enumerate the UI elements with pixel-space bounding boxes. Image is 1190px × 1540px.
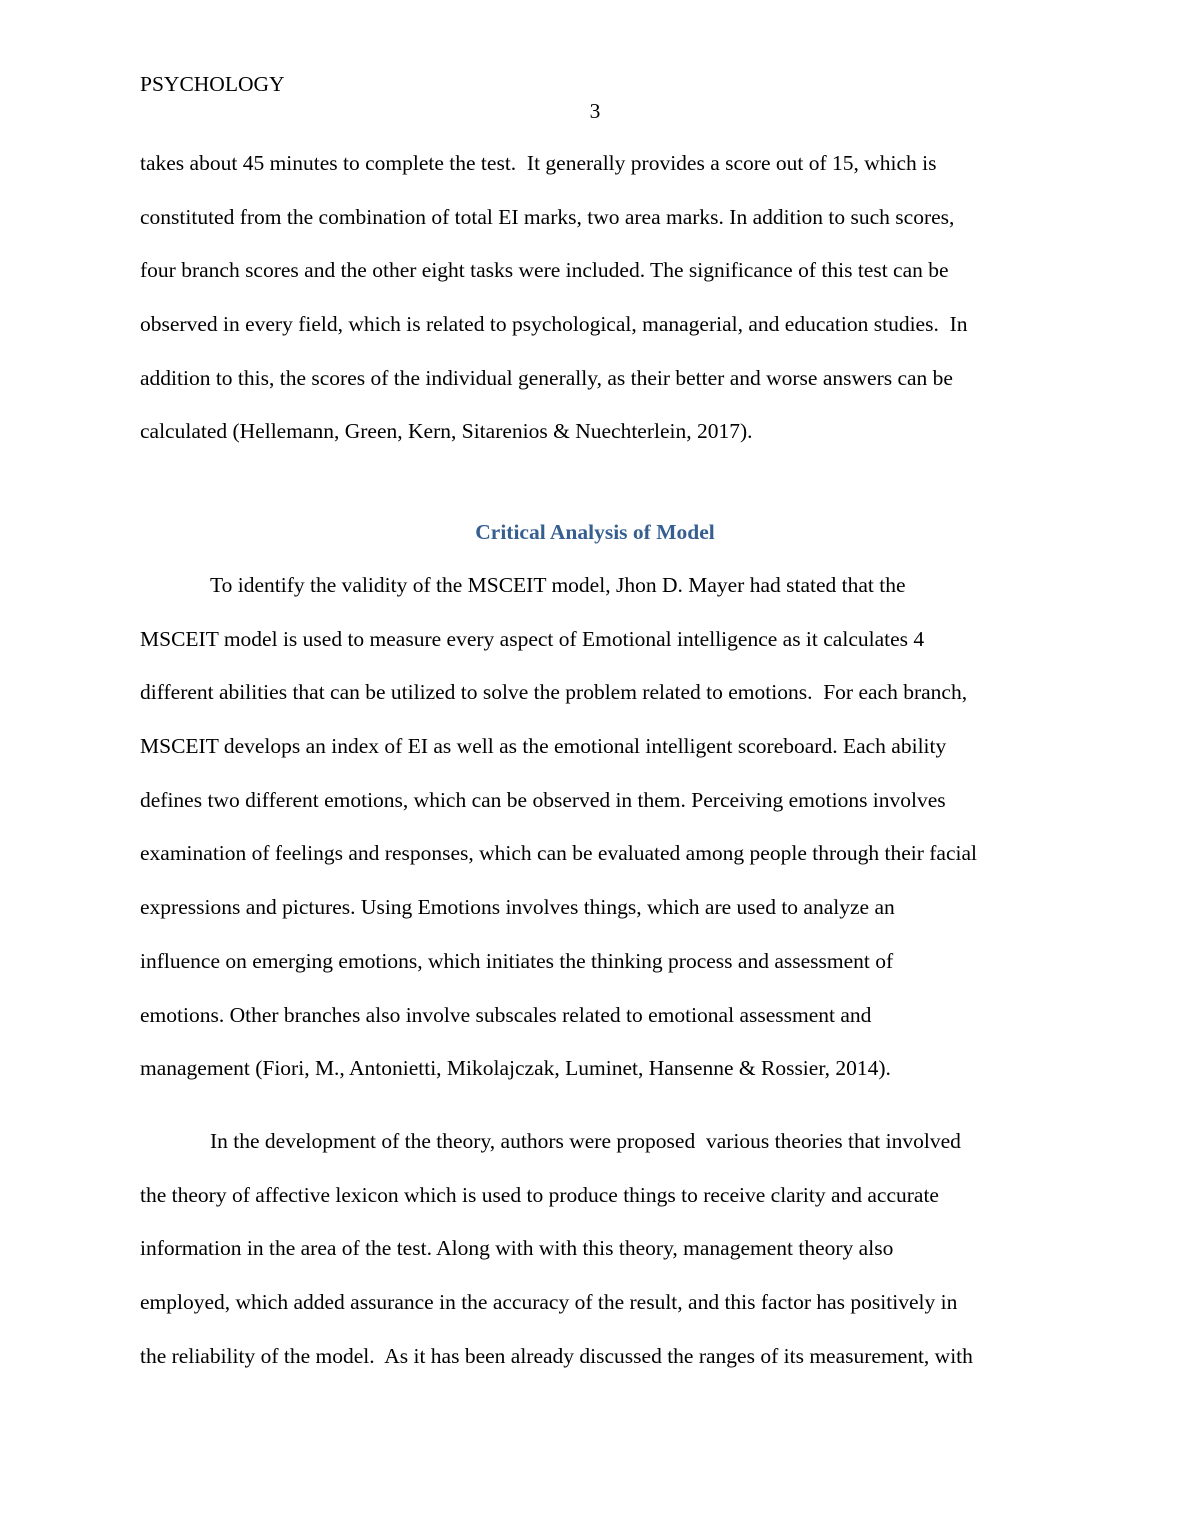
text-line: calculated (Hellemann, Green, Kern, Sitarenios & Nuechterlein, 2017).: [140, 419, 753, 444]
text-line: In the development of the theory, authors were proposed various theories that involved: [210, 1129, 961, 1153]
text-line: four branch scores and the other eight tasks were included. The significance of this test can be: [140, 258, 949, 283]
text-line: influence on emerging emotions, which initiates the thinking process and assessment of: [140, 948, 894, 973]
page-number: 3: [589, 99, 601, 123]
paragraph-2: [140, 559, 1060, 1096]
text-line: addition to this, the scores of the individual generally, as their better and worse answers can be: [140, 365, 953, 390]
text-line: defines two different emotions, which can be observed in them. Perceiving emotions involves: [140, 787, 946, 812]
text-line: observed in every field, which is related to psychological, managerial, and education studies. In: [140, 312, 968, 337]
text-line: MSCEIT model is used to measure every aspect of Emotional intelligence as it calculates 4: [140, 626, 925, 651]
text-line: the reliability of the model. As it has been already discussed the ranges of its measurement, with: [140, 1343, 973, 1368]
text-line: emotions. Other branches also involve subscales related to emotional assessment and: [140, 1002, 872, 1027]
text-line: takes about 45 minutes to complete the test. It generally provides a score out of 15, which is: [140, 151, 937, 175]
text-line: constituted from the combination of total EI marks, two area marks. In addition to such scores,: [140, 204, 955, 229]
text-line: employed, which added assurance in the accuracy of the result, and this factor has positively in: [140, 1290, 958, 1315]
text-line: expressions and pictures. Using Emotions involves things, which are used to analyze an: [140, 895, 895, 920]
text-line: information in the area of the test. Along with with this theory, management theory also: [140, 1236, 894, 1261]
running-head: PSYCHOLOGY: [140, 72, 285, 96]
text-line: examination of feelings and responses, which can be evaluated among people through their facial: [140, 841, 978, 866]
text-line: different abilities that can be utilized to solve the problem related to emotions. For each branch,: [140, 680, 968, 705]
section-heading: Critical Analysis of Model: [475, 520, 715, 544]
paragraph-3: [140, 1115, 1060, 1383]
text-line: To identify the validity of the MSCEIT model, Jhon D. Mayer had stated that the: [210, 573, 906, 597]
text-line: management (Fiori, M., Antonietti, Mikolajczak, Luminet, Hansenne & Rossier, 2014).: [140, 1056, 891, 1081]
text-line: MSCEIT develops an index of EI as well as the emotional intelligent scoreboard. Each ability: [140, 734, 947, 759]
text-line: the theory of affective lexicon which is used to produce things to receive clarity and accurate: [140, 1182, 939, 1207]
paragraph-1: [140, 137, 1060, 459]
